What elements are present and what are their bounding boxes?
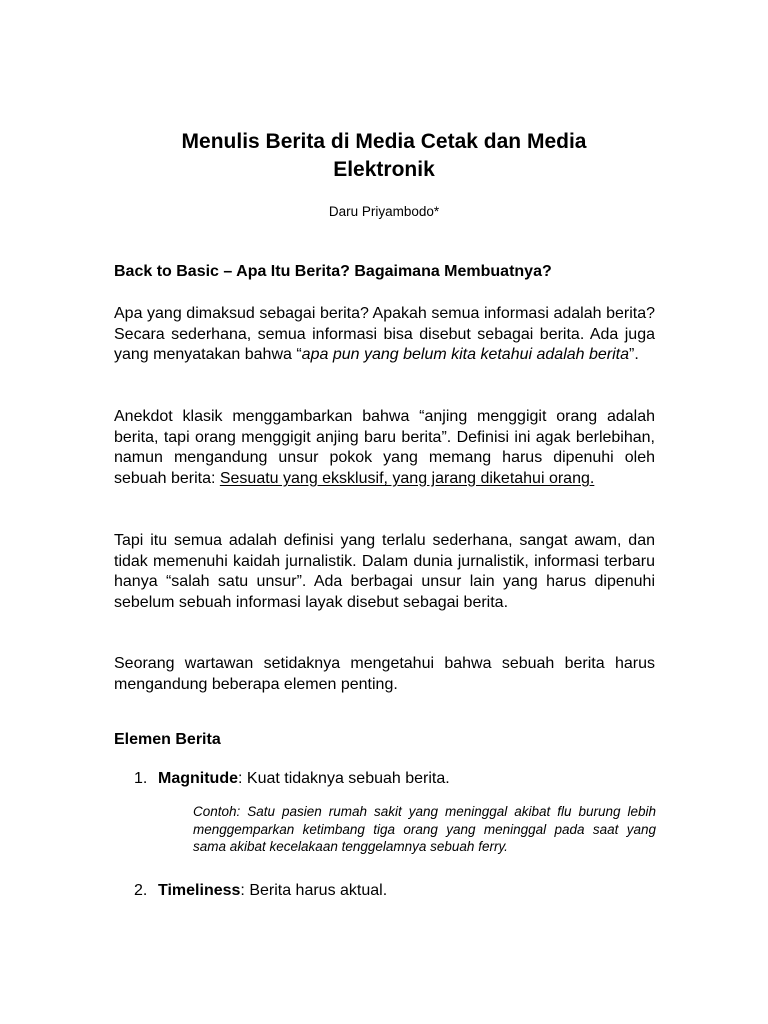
list-term: Magnitude xyxy=(158,770,238,787)
section-heading-back-to-basic: Back to Basic – Apa Itu Berita? Bagaimana Membuatnya? xyxy=(114,263,552,280)
example-note: Contoh: Satu pasien rumah sakit yang meninggal akibat flu burung lebih menggemparkan ketimbang tiga orang yang meninggal pada saat yang sama akibat kecelakaan tenggelamnya sebuah ferry. xyxy=(193,804,656,855)
list-description: : Berita harus aktual. xyxy=(240,882,388,899)
section-heading-elemen-berita: Elemen Berita xyxy=(114,731,221,748)
paragraph-3: Tapi itu semua adalah definisi yang terlalu sederhana, sangat awam, dan tidak memenuhi kaidah jurnalistik. Dalam dunia jurnalistik, informasi terbaru hanya “salah satu unsur”. Ada berbagai unsur lain yang harus dipenuhi sebelum sebuah informasi layak disebut sebagai berita. xyxy=(114,532,655,611)
list-number: 2. xyxy=(134,882,148,899)
author-name: Daru Priyambodo* xyxy=(328,204,440,219)
list-item-magnitude xyxy=(134,769,450,789)
paragraph-2 xyxy=(114,407,655,489)
paragraph-1-text-a: Apa yang dimaksud sebagai berita? Apakah semua informasi adalah berita? Secara sederhana, semua informasi bisa disebut sebagai berita. Ada juga yang menyatakan bahwa “ xyxy=(114,305,655,364)
title-line-2: Elektronik xyxy=(333,158,435,181)
list-item-timeliness xyxy=(134,881,387,901)
list-term: Timeliness xyxy=(158,882,241,899)
paragraph-2-text: Anekdot klasik menggambarkan bahwa “anjing menggigit orang adalah berita, tapi orang menggigit anjing baru berita”. Definisi ini agak berlebihan, namun mengandung unsur pokok yang memang harus dipenuhi oleh sebuah berita: xyxy=(114,408,655,487)
paragraph-1 xyxy=(114,304,655,366)
paragraph-1-text-b: ”. xyxy=(629,346,639,364)
paragraph-4: Seorang wartawan setidaknya mengetahui bahwa sebuah berita harus mengandung beberapa elemen penting. xyxy=(114,655,655,693)
list-description: : Kuat tidaknya sebuah berita. xyxy=(238,770,450,787)
paragraph-1-italic-quote: apa pun yang belum kita ketahui adalah berita xyxy=(301,346,630,364)
document-title xyxy=(100,128,668,184)
title-line-1: Menulis Berita di Media Cetak dan Media xyxy=(181,130,587,153)
paragraph-2-underlined-definition: Sesuatu yang eksklusif, yang jarang diketahui orang. xyxy=(219,469,595,487)
list-number: 1. xyxy=(134,770,148,787)
